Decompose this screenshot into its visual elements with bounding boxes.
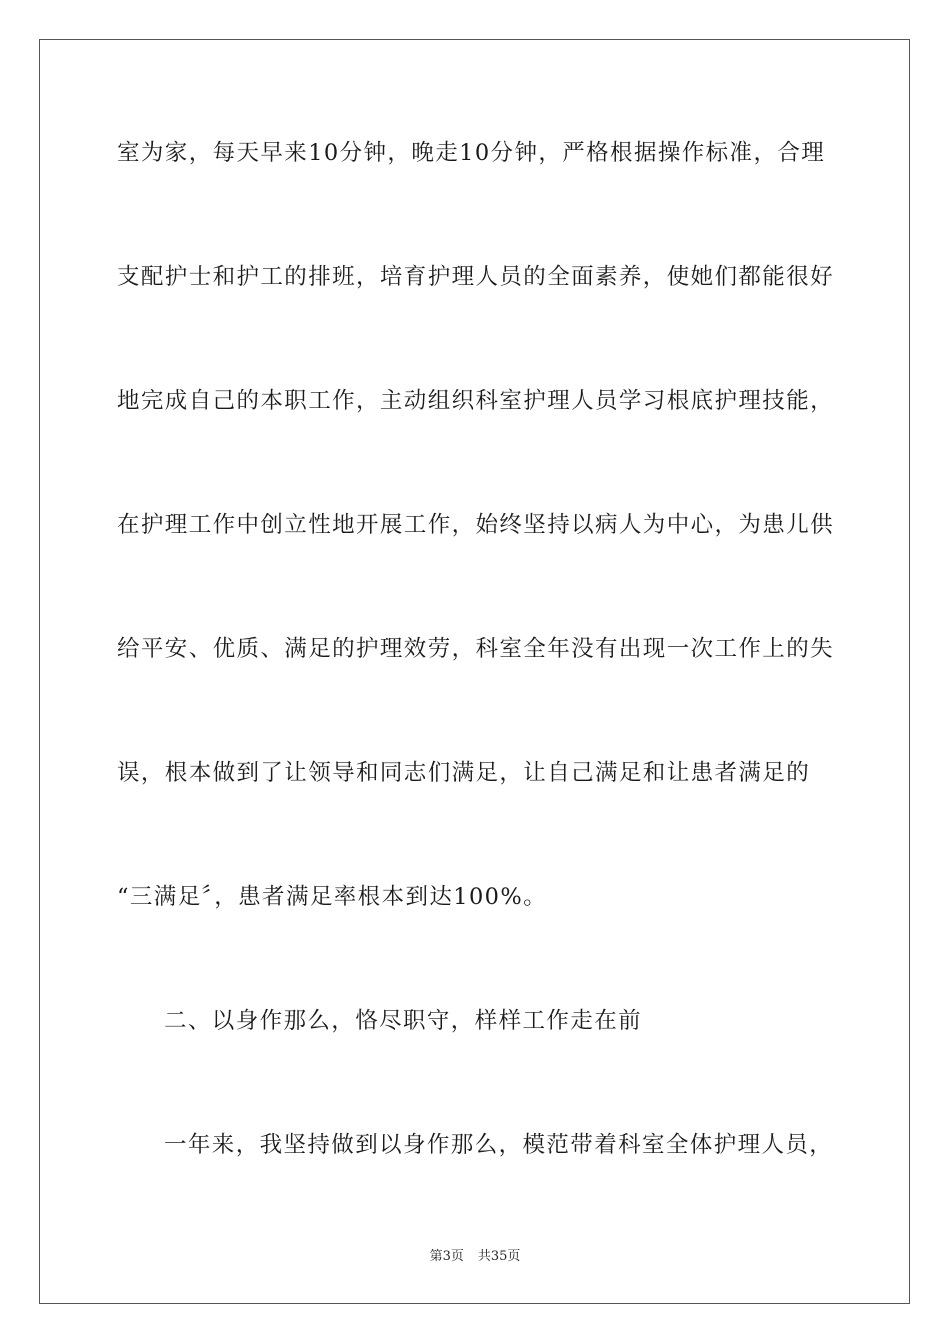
section-heading: 二、以身作那么，恪尽职守，样样工作走在前: [164, 1008, 643, 1034]
body-line-5: 给平安、优质、满足的护理效劳，科室全年没有出现一次工作上的失: [117, 636, 835, 662]
body-line-1: 室为家，每天早来10分钟，晚走10分钟，严格根据操作标准，合理: [117, 140, 826, 166]
page-number: 第3页: [429, 1249, 464, 1264]
body-line-3: 地完成自己的本职工作，主动组织科室护理人员学习根底护理技能，: [117, 388, 835, 414]
body-line-9: 一年来，我坚持做到以身作那么，模范带着科室全体护理人员，: [164, 1132, 834, 1158]
page-total: 共35页: [477, 1249, 521, 1264]
page-footer: [0, 1248, 950, 1266]
body-line-7: “三满足〞，患者满足率根本到达100%。: [117, 884, 548, 910]
body-line-4: 在护理工作中创立性地开展工作，始终坚持以病人为中心，为患儿供: [117, 512, 835, 538]
page-border: [39, 39, 910, 1304]
body-line-6: 误，根本做到了让领导和同志们满足，让自己满足和让患者满足的: [117, 760, 811, 786]
body-line-2: 支配护士和护工的排班，培育护理人员的全面素养，使她们都能很好: [117, 264, 835, 290]
